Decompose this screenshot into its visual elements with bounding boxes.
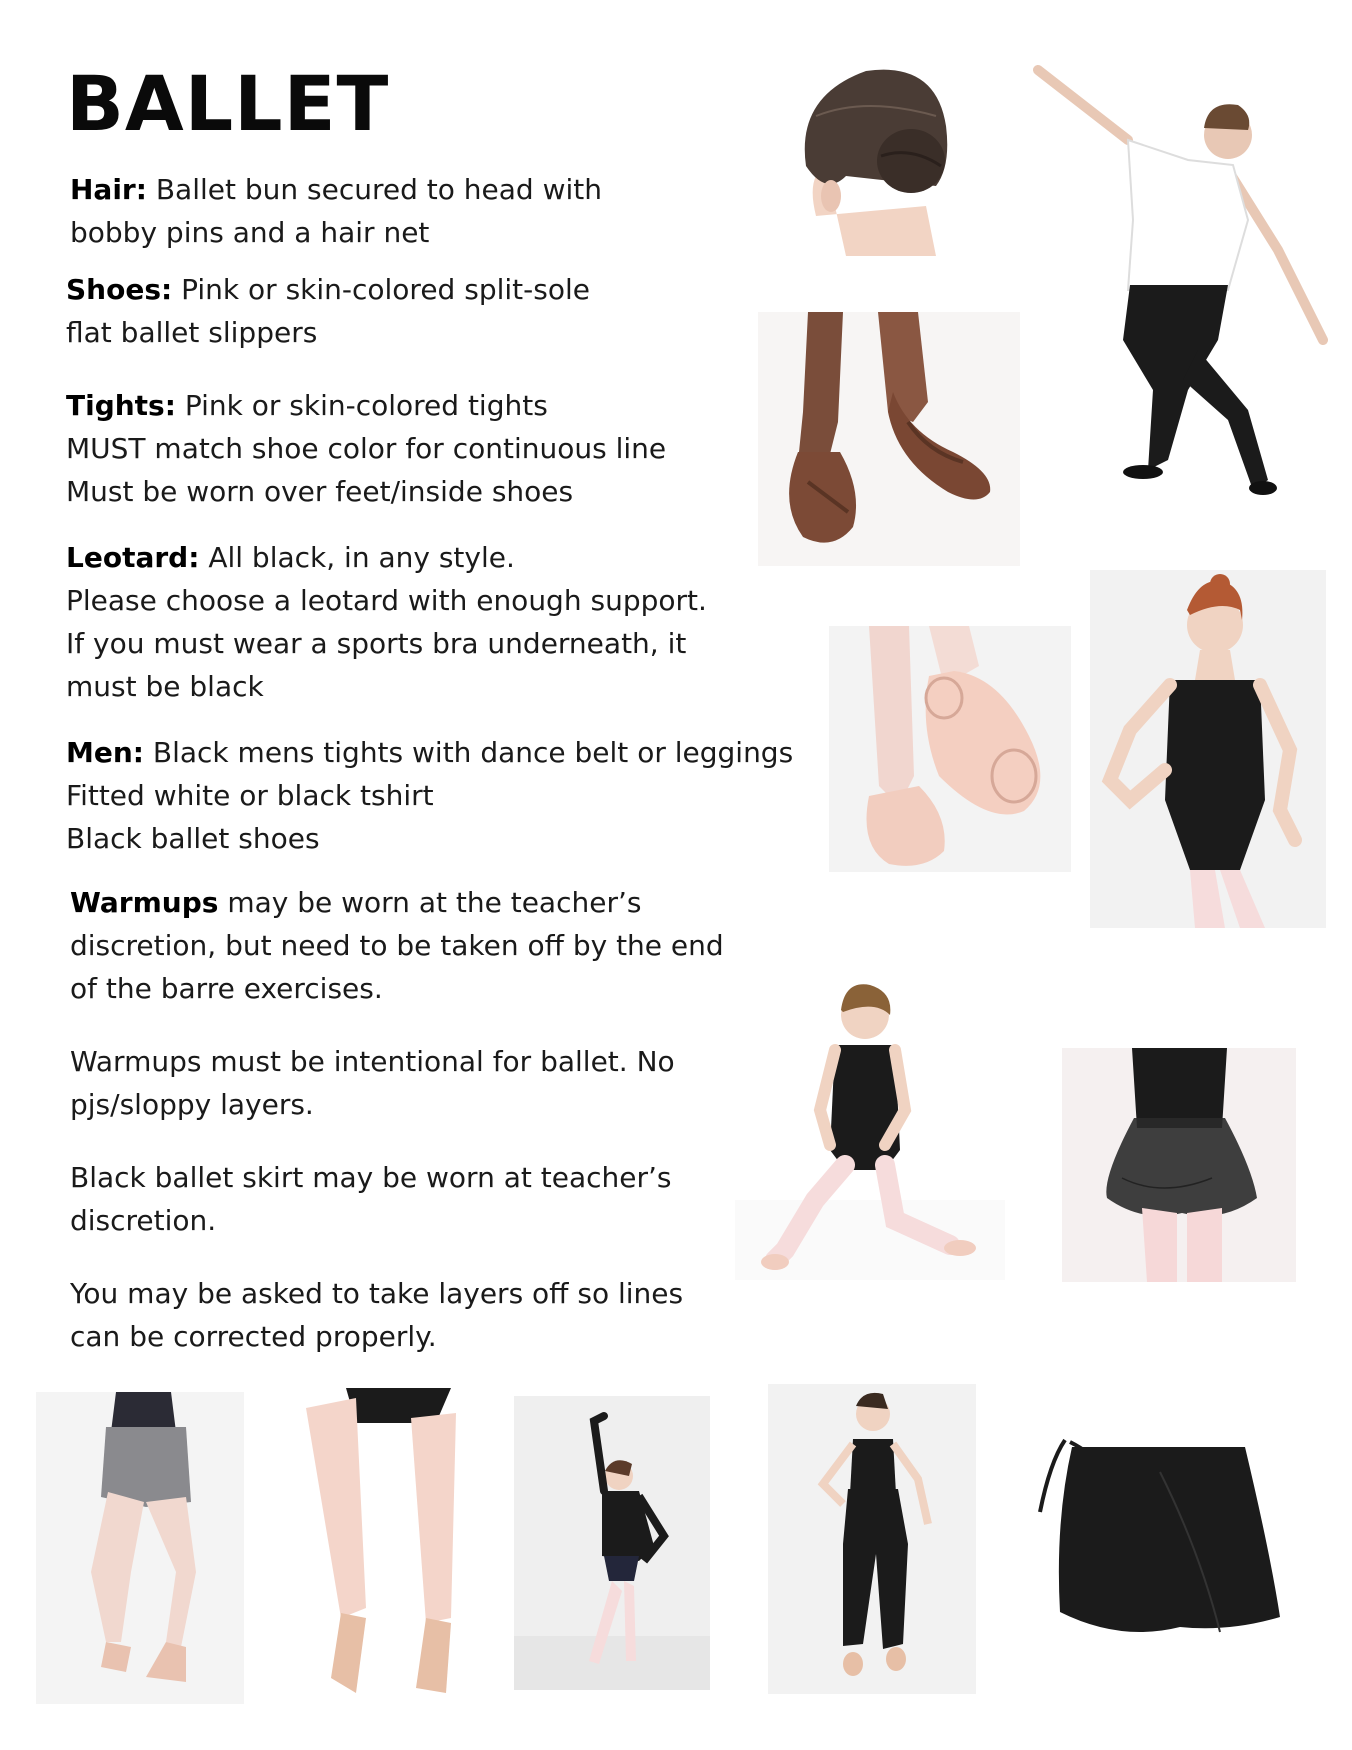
leotard-text-3: If you must wear a sports bra underneath, it	[66, 627, 687, 660]
page-title: BALLET	[66, 59, 390, 148]
hair-text-2: bobby pins and a hair net	[70, 216, 430, 249]
pink-slippers-photo	[829, 626, 1071, 872]
leg-warmers-photo	[286, 1388, 476, 1708]
tights-label: Tights:	[66, 389, 176, 422]
skirt-text-1: Black ballet skirt may be worn at teacher’s	[70, 1161, 672, 1194]
kneeling-girl-photo	[735, 980, 1005, 1280]
shoes-section	[66, 268, 590, 354]
skirt-dancer-photo	[1062, 1048, 1296, 1282]
wrap-skirt-photo	[1030, 1432, 1292, 1652]
warmups-intentional-text-2: pjs/sloppy layers.	[70, 1088, 314, 1121]
warmups-intentional-section	[70, 1040, 675, 1126]
warmups-text-1: may be worn at the teacher’s	[227, 886, 642, 919]
male-dancer-photo	[1018, 60, 1348, 510]
leotard-dancer-photo	[1090, 570, 1326, 928]
warmups-intentional-text-1: Warmups must be intentional for ballet. No	[70, 1045, 675, 1078]
hair-bun-photo	[786, 56, 956, 256]
layers-section	[70, 1272, 683, 1358]
warmups-label: Warmups	[70, 886, 219, 919]
leotard-text-4: must be black	[66, 670, 264, 703]
tights-section	[66, 384, 666, 513]
leotard-text-1: All black, in any style.	[208, 541, 515, 574]
brown-slippers-photo	[758, 312, 1020, 566]
layers-text-1: You may be asked to take layers off so lines	[70, 1277, 684, 1310]
wrap-sweater-dancer-photo	[514, 1396, 710, 1690]
leotard-section	[66, 536, 707, 708]
hair-section	[70, 168, 602, 254]
tights-text-2: MUST match shoe color for continuous line	[66, 432, 667, 465]
tights-text-1: Pink or skin-colored tights	[184, 389, 548, 422]
shoes-text-2: flat ballet slippers	[66, 316, 318, 349]
leotard-label: Leotard:	[66, 541, 200, 574]
men-text-1: Black mens tights with dance belt or leggings	[152, 736, 794, 769]
shoes-label: Shoes:	[66, 273, 173, 306]
layers-text-2: can be corrected properly.	[70, 1320, 437, 1353]
warmups-text-3: of the barre exercises.	[70, 972, 383, 1005]
leotard-text-2: Please choose a leotard with enough support.	[66, 584, 707, 617]
knit-shorts-photo	[36, 1392, 244, 1704]
men-section	[66, 731, 793, 860]
men-text-2: Fitted white or black tshirt	[66, 779, 434, 812]
men-label: Men:	[66, 736, 144, 769]
skirt-section	[70, 1156, 672, 1242]
warmups-section	[70, 881, 724, 1010]
hair-text-1: Ballet bun secured to head with	[155, 173, 603, 206]
warmups-text-2: discretion, but need to be taken off by the end	[70, 929, 724, 962]
hair-label: Hair:	[70, 173, 147, 206]
men-text-3: Black ballet shoes	[66, 822, 320, 855]
tights-text-3: Must be worn over feet/inside shoes	[66, 475, 574, 508]
skirt-text-2: discretion.	[70, 1204, 217, 1237]
shoes-text-1: Pink or skin-colored split-sole	[181, 273, 590, 306]
warmup-pants-dancer-photo	[768, 1384, 976, 1694]
